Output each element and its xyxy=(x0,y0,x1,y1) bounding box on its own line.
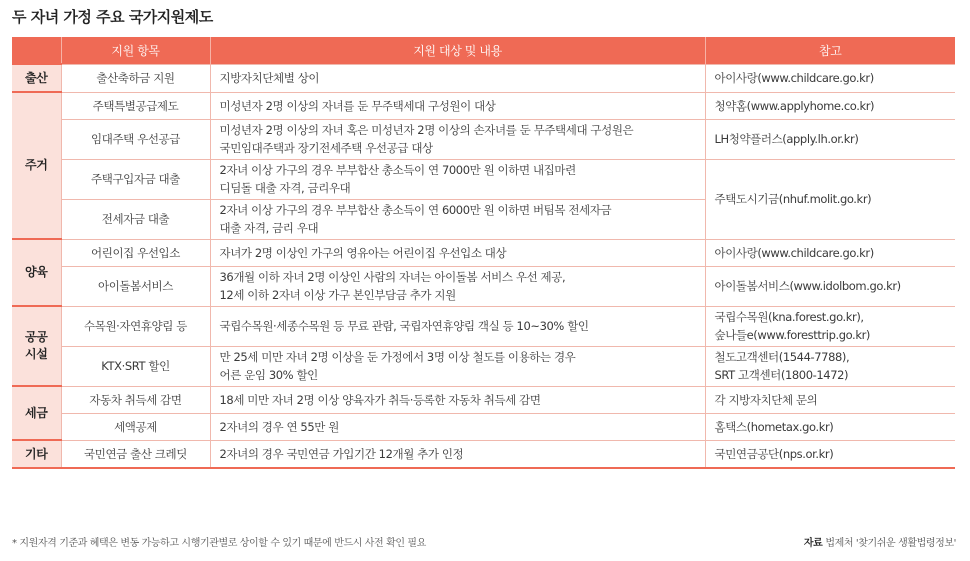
row-desc xyxy=(210,266,705,306)
desc-line: 대출 자격, 금리 우대 xyxy=(219,221,319,235)
table-row xyxy=(12,306,955,346)
row-item: KTX·SRT 할인 xyxy=(61,346,210,386)
row-desc xyxy=(210,159,705,199)
table-row xyxy=(12,346,955,386)
row-item: 아이돌봄서비스 xyxy=(61,266,210,306)
page-title: 두 자녀 가정 주요 국가지원제도 xyxy=(12,8,213,26)
ref-line: 주택도시기금(nhuf.molit.go.kr) xyxy=(714,192,872,206)
row-item: 출산축하금 지원 xyxy=(61,64,210,92)
desc-line: 2자녀의 경우 국민연금 가입기간 12개월 추가 인정 xyxy=(219,446,464,461)
row-item: 임대주택 우선공급 xyxy=(61,119,210,159)
row-desc xyxy=(210,119,705,159)
table-row xyxy=(12,239,955,266)
table-row xyxy=(12,440,955,468)
ref-line: 아이사랑(www.childcare.go.kr) xyxy=(714,71,874,85)
ref-line: 아이사랑(www.childcare.go.kr) xyxy=(714,245,874,260)
desc-line: 2자녀 이상 가구의 경우 부부합산 총소득이 연 6000만 원 이하면 버팀목 전세자금 xyxy=(219,203,612,217)
row-desc xyxy=(210,199,705,239)
row-ref xyxy=(705,239,955,266)
row-ref xyxy=(705,346,955,386)
support-table xyxy=(12,37,955,469)
desc-line: 18세 미만 자녀 2명 이상 양육자가 취득·등록한 자동차 취득세 감면 xyxy=(219,392,541,407)
desc-line: 국립수목원·세종수목원 등 무료 관람, 국립자연휴양림 객실 등 10~30% 할인 xyxy=(219,319,589,333)
header-category xyxy=(12,37,61,64)
row-item: 국민연금 출산 크레딧 xyxy=(61,440,210,468)
header-item: 지원 항목 xyxy=(61,37,210,64)
row-desc xyxy=(210,92,705,119)
category-facility-line1: 공공 xyxy=(25,330,48,344)
desc-line: 디딤돌 대출 자격, 금리우대 xyxy=(219,181,351,195)
row-item: 전세자금 대출 xyxy=(61,199,210,239)
table-row xyxy=(12,413,955,440)
row-ref xyxy=(705,159,955,239)
ref-line: SRT 고객센터(1800-1472) xyxy=(714,368,849,382)
desc-line: 36개월 이하 자녀 2명 이상인 사람의 자녀는 아이돌봄 서비스 우선 제공, xyxy=(219,270,566,284)
table-row xyxy=(12,266,955,306)
ref-line: 철도고객센터(1544-7788), xyxy=(714,350,850,364)
footnote: * 지원자격 기준과 혜택은 변동 가능하고 시행기관별로 상이할 수 있기 때문에 반드시 사전 확인 필요 xyxy=(12,538,426,549)
source-label: 자료 xyxy=(803,538,823,549)
desc-line: 2자녀 이상 가구의 경우 부부합산 총소득이 연 7000만 원 이하면 내집마련 xyxy=(219,163,576,177)
row-item: 어린이집 우선입소 xyxy=(61,239,210,266)
row-ref xyxy=(705,64,955,92)
desc-line: 미성년자 2명 이상의 자녀 혹은 미성년자 2명 이상의 손자녀를 둔 무주택세대 구성원은 xyxy=(219,123,634,137)
desc-line: 2자녀의 경우 연 55만 원 xyxy=(219,419,339,434)
row-ref xyxy=(705,386,955,413)
row-desc xyxy=(210,386,705,413)
desc-line: 만 25세 미만 자녀 2명 이상을 둔 가정에서 3명 이상 철도를 이용하는 경우 xyxy=(219,350,576,364)
row-desc xyxy=(210,64,705,92)
table-header-row xyxy=(12,37,955,64)
category-housing: 주거 xyxy=(12,92,61,239)
row-ref xyxy=(705,306,955,346)
category-tax: 세금 xyxy=(12,386,61,440)
source-text: 법제처 '찾기쉬운 생활법령정보' xyxy=(825,538,956,549)
table-row xyxy=(12,92,955,119)
ref-line: 홈택스(hometax.go.kr) xyxy=(714,419,834,434)
row-item: 주택구입자금 대출 xyxy=(61,159,210,199)
desc-line: 국민임대주택과 장기전세주택 우선공급 대상 xyxy=(219,141,433,155)
row-item: 주택특별공급제도 xyxy=(61,92,210,119)
ref-line: 국립수목원(kna.forest.go.kr), xyxy=(714,310,864,324)
desc-line: 12세 이하 2자녀 이상 가구 본인부담금 추가 지원 xyxy=(219,288,456,302)
table-row xyxy=(12,119,955,159)
row-desc xyxy=(210,239,705,266)
category-etc: 기타 xyxy=(12,440,61,468)
row-ref xyxy=(705,413,955,440)
table-row xyxy=(12,386,955,413)
ref-line: 각 지방자치단체 문의 xyxy=(714,392,818,407)
ref-line: 아이돌봄서비스(www.idolbom.go.kr) xyxy=(714,279,901,293)
desc-line: 미성년자 2명 이상의 자녀를 둔 무주택세대 구성원이 대상 xyxy=(219,98,496,113)
ref-line: LH청약플러스(apply.lh.or.kr) xyxy=(714,132,859,146)
row-ref xyxy=(705,119,955,159)
header-desc: 지원 대상 및 내용 xyxy=(210,37,705,64)
desc-line: 자녀가 2명 이상인 가구의 영유아는 어린이집 우선입소 대상 xyxy=(219,245,507,260)
ref-line: 청약홈(www.applyhome.co.kr) xyxy=(714,98,875,113)
row-item: 자동차 취득세 감면 xyxy=(61,386,210,413)
category-childcare: 양육 xyxy=(12,239,61,306)
row-desc xyxy=(210,440,705,468)
table-row xyxy=(12,159,955,199)
desc-line: 어른 운임 30% 할인 xyxy=(219,368,318,382)
source-credit xyxy=(804,534,956,549)
row-ref xyxy=(705,92,955,119)
row-item: 수목원·자연휴양림 등 xyxy=(61,306,210,346)
ref-line: 국민연금공단(nps.or.kr) xyxy=(714,446,834,461)
header-ref: 참고 xyxy=(705,37,955,64)
row-ref xyxy=(705,440,955,468)
row-item: 세액공제 xyxy=(61,413,210,440)
category-facility xyxy=(12,306,61,386)
category-facility-line2: 시설 xyxy=(25,347,48,361)
row-ref xyxy=(705,266,955,306)
row-desc xyxy=(210,413,705,440)
desc-line: 지방자치단체별 상이 xyxy=(219,71,320,85)
category-birth: 출산 xyxy=(12,64,61,92)
row-desc xyxy=(210,346,705,386)
ref-line: 숲나들e(www.foresttrip.go.kr) xyxy=(714,328,870,342)
table-row xyxy=(12,64,955,92)
row-desc xyxy=(210,306,705,346)
